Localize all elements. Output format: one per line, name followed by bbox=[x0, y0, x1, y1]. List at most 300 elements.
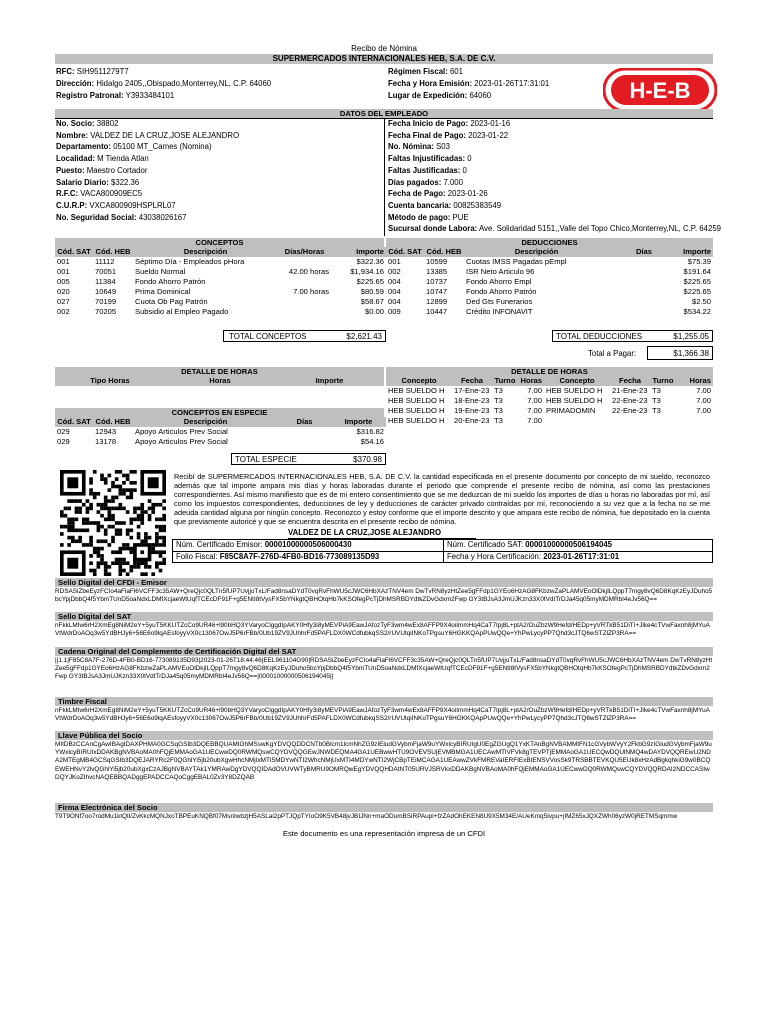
empleado-field-3 bbox=[388, 154, 472, 164]
table-cell: 7.00 bbox=[527, 386, 542, 395]
qr-module bbox=[104, 499, 108, 503]
qr-module bbox=[122, 521, 126, 525]
table-cell bbox=[544, 416, 610, 426]
especie-header-row bbox=[55, 417, 386, 427]
table-cell: 7.00 bbox=[527, 406, 542, 415]
empleado-field-label: Método de pago: bbox=[388, 212, 451, 222]
qr-module bbox=[86, 528, 90, 532]
empleado-field-7 bbox=[388, 201, 501, 211]
qr-module bbox=[60, 543, 64, 547]
table-cell: Cuotas IMSS Pagadas pEmpl bbox=[466, 257, 567, 266]
qr-module bbox=[159, 554, 163, 558]
qr-module bbox=[93, 547, 97, 551]
table-cell: 7.00 bbox=[696, 406, 711, 415]
qr-module bbox=[115, 485, 119, 489]
deducciones-header-row bbox=[386, 247, 713, 257]
table-cell: 7.00 bbox=[696, 386, 711, 395]
empleado-field-label: Fecha Inicio de Pago: bbox=[388, 119, 469, 128]
table-cell bbox=[610, 416, 650, 426]
column-header: Días bbox=[609, 247, 654, 257]
qr-module bbox=[122, 507, 126, 511]
qr-module bbox=[140, 514, 144, 518]
empleado-field-value: $322.36 bbox=[108, 177, 140, 187]
qr-module bbox=[118, 488, 122, 492]
qr-module bbox=[137, 525, 141, 529]
qr-module bbox=[126, 561, 130, 565]
qr-module bbox=[97, 550, 101, 554]
qr-module bbox=[162, 499, 166, 503]
table-cell: Cuota Ob Pag Patrón bbox=[135, 297, 208, 306]
qr-module bbox=[104, 572, 108, 576]
qr-module bbox=[67, 536, 71, 540]
column-header: Fecha bbox=[610, 376, 650, 386]
qr-module bbox=[104, 565, 108, 569]
empleado-section-title: DATOS DEL EMPLEADO bbox=[55, 109, 713, 118]
qr-module bbox=[93, 572, 97, 576]
qr-module bbox=[111, 539, 115, 543]
empleado-field-value: 43038026167 bbox=[136, 212, 187, 222]
qr-module bbox=[82, 543, 86, 547]
qr-module bbox=[86, 543, 90, 547]
qr-module bbox=[104, 528, 108, 532]
qr-code bbox=[60, 470, 166, 576]
qr-module bbox=[122, 488, 126, 492]
qr-module bbox=[67, 507, 71, 511]
table-cell: 22-Ene-23 bbox=[612, 406, 648, 415]
especie-row bbox=[55, 437, 386, 447]
empleado-field-6 bbox=[388, 189, 488, 199]
empleado-field-label: Faltas Justificadas: bbox=[388, 165, 461, 175]
qr-module bbox=[78, 499, 82, 503]
qr-module bbox=[118, 547, 122, 551]
qr-module bbox=[155, 565, 159, 569]
qr-module bbox=[126, 496, 130, 500]
column-header: Importe bbox=[275, 376, 384, 386]
qr-module bbox=[108, 507, 112, 511]
qr-module bbox=[140, 503, 144, 507]
qr-module bbox=[115, 507, 119, 511]
qr-module bbox=[155, 525, 159, 529]
firma-nombre: VALDEZ DE LA CRUZ,JOSE ALEJANDRO bbox=[288, 528, 442, 537]
empleado-field-label: Cuenta bancaria: bbox=[388, 200, 452, 210]
detalle-horas-row bbox=[386, 406, 713, 416]
qr-module bbox=[89, 503, 93, 507]
total-pagar-value: $1,366.38 bbox=[673, 349, 709, 358]
qr-module bbox=[129, 550, 133, 554]
qr-module bbox=[111, 514, 115, 518]
qr-module bbox=[115, 561, 119, 565]
table-cell: T3 bbox=[652, 386, 661, 395]
qr-module bbox=[137, 507, 141, 511]
cert-emisor-line: Núm. Certificado Emisor: 00001000000506000430 bbox=[176, 540, 352, 549]
qr-module bbox=[122, 569, 126, 573]
table-cell: HEB SUELDO H bbox=[546, 396, 603, 405]
qr-module bbox=[71, 528, 75, 532]
column-header: Cód. HEB bbox=[93, 247, 133, 257]
qr-module bbox=[71, 499, 75, 503]
qr-module bbox=[60, 532, 64, 536]
qr-module bbox=[118, 558, 122, 562]
qr-module bbox=[133, 507, 137, 511]
total-especie-label: TOTAL ESPECIE bbox=[235, 455, 297, 464]
qr-module bbox=[78, 507, 82, 511]
qr-module bbox=[67, 528, 71, 532]
qr-module bbox=[118, 521, 122, 525]
qr-module bbox=[75, 499, 79, 503]
qr-module bbox=[126, 510, 130, 514]
qr-module bbox=[155, 536, 159, 540]
table-cell bbox=[278, 437, 331, 447]
empleado-field-value: 2023-01-16 bbox=[468, 119, 511, 128]
qr-module bbox=[151, 547, 155, 551]
table-cell: 002 bbox=[388, 267, 401, 276]
table-cell: 11384 bbox=[95, 277, 116, 286]
qr-module bbox=[126, 488, 130, 492]
detalle-horas-row bbox=[386, 396, 713, 406]
empleado-field-5 bbox=[388, 178, 463, 188]
table-cell: 004 bbox=[388, 287, 401, 296]
lugar-line: Lugar de Expedición: 64060 bbox=[388, 91, 492, 100]
qr-module bbox=[118, 485, 122, 489]
empleado-field-value: 0 bbox=[465, 154, 472, 164]
table-cell: Séptimo Día - Empleados pHora bbox=[135, 257, 245, 266]
empleado-field-value: Ave. Solidaridad 5151,,Valle del Topo Chico,Monterrey,NL, C.P. 64259 bbox=[477, 224, 721, 234]
empleado-field-value: 05100 MT_Cames (Nomina) bbox=[111, 142, 212, 152]
rfc-line: RFC: SIH9511279T7 bbox=[56, 67, 129, 76]
table-cell: ISR Neto Articulo 96 bbox=[466, 267, 535, 276]
deducciones-table bbox=[386, 247, 713, 317]
qr-module bbox=[108, 514, 112, 518]
qr-module bbox=[97, 510, 101, 514]
qr-module bbox=[75, 528, 79, 532]
qr-module bbox=[148, 536, 152, 540]
qr-module bbox=[93, 550, 97, 554]
conceptos-row bbox=[55, 277, 386, 287]
qr-module bbox=[129, 481, 133, 485]
qr-module bbox=[100, 503, 104, 507]
table-cell: PRIMADOMIN bbox=[546, 406, 596, 415]
qr-module bbox=[162, 543, 166, 547]
table-cell: HEB SUELDO H bbox=[388, 396, 445, 405]
empleado-field-6 bbox=[56, 189, 142, 199]
divider bbox=[55, 118, 713, 119]
especie-row bbox=[55, 427, 386, 437]
table-cell: 22-Ene-23 bbox=[612, 396, 648, 405]
qr-module bbox=[144, 565, 148, 569]
table-cell: 21-Ene-23 bbox=[612, 386, 648, 395]
especie-table bbox=[55, 417, 386, 447]
qr-module bbox=[151, 543, 155, 547]
detalle-horas-left-header bbox=[55, 376, 384, 386]
logo-text: H-E-B bbox=[629, 78, 691, 103]
qr-module bbox=[144, 510, 148, 514]
table-cell: T3 bbox=[652, 406, 661, 415]
qr-module bbox=[133, 518, 137, 522]
empleado-field-label: Puesto: bbox=[56, 165, 85, 175]
empleado-field-2 bbox=[56, 142, 212, 152]
table-cell: 17-Ene-23 bbox=[454, 386, 490, 395]
qr-module bbox=[82, 521, 86, 525]
table-cell: 004 bbox=[388, 277, 401, 286]
empleado-field-value: 2023-01-22 bbox=[465, 130, 509, 140]
qr-module bbox=[67, 521, 71, 525]
qr-module bbox=[93, 496, 97, 500]
empleado-field-label: Días pagados: bbox=[388, 177, 442, 187]
table-cell: 42.00 horas bbox=[288, 267, 329, 276]
total-conceptos-box bbox=[223, 330, 386, 342]
qr-module bbox=[89, 569, 93, 573]
empleado-divider bbox=[384, 118, 385, 236]
empleado-field-8 bbox=[388, 213, 469, 223]
table-cell: $0.00 bbox=[364, 307, 384, 316]
qr-module bbox=[137, 514, 141, 518]
detalle-horas-row bbox=[386, 416, 713, 426]
qr-module bbox=[67, 558, 78, 569]
empleado-field-label: Localidad: bbox=[56, 154, 95, 164]
qr-module bbox=[97, 521, 101, 525]
column-header: Días/Horas bbox=[278, 247, 331, 257]
qr-module bbox=[100, 554, 104, 558]
qr-module bbox=[133, 565, 137, 569]
qr-module bbox=[67, 525, 71, 529]
table-cell bbox=[609, 267, 654, 277]
qr-module bbox=[97, 503, 101, 507]
qr-module bbox=[78, 536, 82, 540]
qr-module bbox=[162, 528, 166, 532]
empleado-field-2 bbox=[388, 142, 450, 152]
qr-module bbox=[104, 496, 108, 500]
qr-module bbox=[144, 572, 148, 576]
qr-module bbox=[78, 539, 82, 543]
total-conceptos-value: $2,621.43 bbox=[346, 332, 382, 341]
qr-module bbox=[148, 565, 152, 569]
qr-module bbox=[137, 518, 141, 522]
empleado-field-value: S03 bbox=[433, 142, 450, 152]
qr-module bbox=[104, 481, 108, 485]
qr-module bbox=[140, 561, 144, 565]
table-cell: 70199 bbox=[95, 297, 117, 306]
table-cell bbox=[278, 277, 331, 287]
table-cell: $225.65 bbox=[683, 277, 711, 286]
sello-sat-label: Sello Digital del SAT bbox=[55, 612, 713, 621]
detalle-horas-title-left: DETALLE DE HORAS bbox=[55, 367, 384, 376]
table-cell: HEB SUELDO H bbox=[388, 386, 445, 395]
conceptos-title: CONCEPTOS bbox=[55, 238, 384, 247]
empleado-field-label: No. Socio: bbox=[56, 119, 95, 128]
table-cell: 7.00 horas bbox=[293, 287, 329, 296]
table-cell: $191.64 bbox=[683, 267, 711, 276]
column-header: Turno bbox=[650, 376, 676, 386]
qr-module bbox=[89, 554, 93, 558]
qr-module bbox=[67, 518, 71, 522]
column-header: Concepto bbox=[544, 376, 610, 386]
empleado-field-4 bbox=[56, 166, 147, 176]
qr-module bbox=[144, 532, 148, 536]
column-header: Cód. SAT bbox=[55, 247, 93, 257]
qr-module bbox=[129, 565, 133, 569]
qr-module bbox=[64, 507, 68, 511]
column-header: Tipo Horas bbox=[55, 376, 165, 386]
table-cell bbox=[676, 416, 713, 426]
column-header: Cód. HEB bbox=[424, 247, 464, 257]
empleado-field-value: 2023-01-26 bbox=[445, 189, 488, 199]
qr-module bbox=[148, 507, 152, 511]
table-cell: $58.67 bbox=[360, 297, 384, 306]
empleado-field-5 bbox=[56, 178, 139, 188]
qr-module bbox=[162, 536, 166, 540]
conceptos-row bbox=[55, 267, 386, 277]
qr-module bbox=[115, 477, 119, 481]
table-cell: Ded Gts Funerarios bbox=[466, 297, 533, 306]
qr-module bbox=[118, 572, 122, 576]
qr-module bbox=[71, 521, 75, 525]
qr-module bbox=[122, 474, 126, 478]
table-cell: 70205 bbox=[95, 307, 117, 316]
qr-module bbox=[93, 470, 97, 474]
qr-module bbox=[64, 514, 68, 518]
table-cell: Fondo Ahorro Empl bbox=[466, 277, 532, 286]
qr-module bbox=[78, 528, 82, 532]
conceptos-row bbox=[55, 287, 386, 297]
qr-module bbox=[115, 550, 119, 554]
qr-module bbox=[111, 525, 115, 529]
empleado-field-value: 00825383549 bbox=[451, 200, 502, 210]
empleado-field-value: PUE bbox=[450, 212, 469, 222]
deducciones-row bbox=[386, 287, 713, 297]
qr-module bbox=[115, 532, 119, 536]
empleado-field-7 bbox=[56, 201, 176, 211]
table-cell: $2.50 bbox=[691, 297, 711, 306]
qr-module bbox=[89, 539, 93, 543]
table-cell: 020 bbox=[57, 287, 70, 296]
qr-module bbox=[97, 528, 101, 532]
qr-module bbox=[159, 569, 163, 573]
qr-module bbox=[104, 561, 108, 565]
qr-module bbox=[89, 481, 93, 485]
qr-module bbox=[93, 521, 97, 525]
empleado-field-label: Departamento: bbox=[56, 142, 112, 152]
qr-module bbox=[100, 477, 104, 481]
qr-module bbox=[104, 532, 108, 536]
qr-module bbox=[104, 539, 108, 543]
llave-label: Llave Pública del Socio bbox=[55, 731, 713, 740]
empleado-field-3 bbox=[56, 154, 149, 164]
qr-module bbox=[162, 514, 166, 518]
column-header: Turno bbox=[492, 376, 518, 386]
qr-module bbox=[89, 477, 93, 481]
empleado-field-label: Nombre: bbox=[56, 130, 89, 140]
qr-module bbox=[118, 532, 122, 536]
qr-module bbox=[89, 543, 93, 547]
qr-module bbox=[144, 561, 148, 565]
table-cell: 10747 bbox=[426, 287, 448, 296]
qr-module bbox=[97, 554, 101, 558]
qr-module bbox=[140, 510, 144, 514]
heb-logo bbox=[603, 68, 717, 112]
total-especie-box bbox=[231, 453, 386, 465]
sello-cfdi-label: Sello Digital del CFDI - Emisor bbox=[55, 578, 713, 587]
column-header: Fecha bbox=[452, 376, 492, 386]
qr-module bbox=[78, 510, 82, 514]
qr-module bbox=[115, 528, 119, 532]
table-cell: 11112 bbox=[95, 257, 115, 266]
table-cell: $75.39 bbox=[687, 257, 711, 266]
table-cell bbox=[278, 427, 331, 437]
table-cell: 005 bbox=[57, 277, 70, 286]
column-header: Días bbox=[278, 417, 331, 427]
qr-module bbox=[137, 561, 141, 565]
table-cell: $225.65 bbox=[683, 287, 711, 296]
qr-module bbox=[97, 547, 101, 551]
table-cell: 001 bbox=[57, 257, 70, 266]
qr-module bbox=[108, 488, 112, 492]
qr-module bbox=[140, 507, 144, 511]
deducciones-row bbox=[386, 267, 713, 277]
table-cell bbox=[278, 297, 331, 307]
table-cell bbox=[278, 307, 331, 317]
qr-module bbox=[155, 550, 159, 554]
table-cell bbox=[609, 297, 654, 307]
qr-module bbox=[100, 539, 104, 543]
deducciones-row bbox=[386, 297, 713, 307]
deducciones-title: DEDUCCIONES bbox=[386, 238, 713, 247]
qr-module bbox=[133, 510, 137, 514]
empleado-field-value: VACA800909EC5 bbox=[78, 189, 143, 199]
empleado-field-0 bbox=[56, 119, 118, 129]
table-cell: $1,934.16 bbox=[350, 267, 384, 276]
qr-module bbox=[151, 572, 155, 576]
qr-module bbox=[111, 499, 115, 503]
deducciones-row bbox=[386, 307, 713, 317]
qr-module bbox=[89, 492, 93, 496]
llave-text: MIIDBzCCAnCgAwIBAgIDAXPHMA0GCSqGSIb3DQEBBQUAMIGhMSswKgYDVQQDDCNTb0Blcm1lcmNhZG9zIEludGVybmFjaW9uYWxlcyBIRUIgU0EgZGUgQ1YxKTAnBgNVBAMMIFN1cGVybWVyY2FkbG9zIGludGVybmFjaW9uYWxlcyBIRUIxDDAKBgNVBAoMA0hFQjEMMAoGA1UECwwDQ0RWMQswCQYDVQQGEwJNWDEQMA4GA1UEBwwHTU9OVEVSUjEVMBMGA1UECAwMTlVFVk8gTEVPTjEMMAoGA1UECQwDQUlNMQ4wDAYDVQQREwU2NDA2MTEgMB4GCSqGSIb3DQEJARYRc2F0QGhlYi5jb20ubXgwHhcNMjIxMTI5MDYwNTI2WhcNMjUxMTI4MDYwNTI2WjCBpTEiMCAGA1UEAwwZVkFMREVaIERFIExBIENSVVosSk9TRSBBTEVKQU5EUk8xHzAdBgkqhkiG9w0BCQEWEHNvY2lvQGhlYi5jb20ubXgxCzAJBgNVBAYTAk1YMRAwDgYDVQQIDAdOVUVWTyBMRU9OMRQwEgYDVQQHDAtNT05URVJSRVkxDDAKBgNVBAoMA0hFQjEMMAoGA1UECwwDQ0RWMQswCQYDVQQRDAI2NDCCASIwDQYJKoZIhvcNAQEBBQADggEPADCCAQoCggEBAL0Zv3Y8DZQAB bbox=[55, 741, 712, 781]
conceptos-row bbox=[55, 307, 386, 317]
qr-module bbox=[118, 507, 122, 511]
qr-module bbox=[140, 550, 144, 554]
qr-module bbox=[89, 488, 93, 492]
qr-module bbox=[140, 572, 144, 576]
cadena-text: ||1.1|F85C8A7F-276D-4FB0-BD16-773089135D93|2023-01-26T18:44:46|EEL961104G90|RDSASiZbeEyzFCIo4aFlaFl6VCFF3c35AW+QreQjc0QLTn5fUP7UvjjoTxL/Fad8nsaDYdT0vqRvFhWU5cJWC6HbXAzTNV4em DwTvRN8yzHtZee5gFFdp1GYEo6HzAG8FKbzwZaPLAMVEoOlDkjILQppT7mgy8vQ6D8KqKzEyJDuho5bcYpjDbbQ4f5YbmTUnD5oaNdxLDMfXcjaeWtUqfTCEcDF91F+g5ENtI8tVysFX5bYNkgtQBHOtqHb7kKSOfegPcTjDhMSRBDYdtkZDvGdxm2Fwp GY3tBJsA3JmUJKzn33X0tVdtTrDJa45q05myMDMRbI4eJv56Q==|00001000000506194045|| bbox=[55, 657, 713, 681]
qr-module bbox=[97, 492, 101, 496]
qr-module bbox=[118, 503, 122, 507]
qr-module bbox=[137, 536, 141, 540]
empleado-field-label: Faltas Injustificadas: bbox=[388, 154, 466, 164]
qr-module bbox=[111, 507, 115, 511]
qr-module bbox=[122, 558, 126, 562]
qr-module bbox=[97, 525, 101, 529]
qr-module bbox=[86, 521, 90, 525]
qr-module bbox=[111, 496, 115, 500]
qr-module bbox=[97, 561, 101, 565]
qr-module bbox=[129, 521, 133, 525]
qr-module bbox=[111, 481, 115, 485]
column-header: Horas bbox=[165, 376, 275, 386]
empleado-field-value: Maestro Cortador bbox=[84, 165, 148, 175]
qr-module bbox=[129, 518, 133, 522]
qr-module bbox=[162, 539, 166, 543]
empleado-field-1 bbox=[388, 131, 508, 141]
column-header: Concepto bbox=[386, 376, 452, 386]
table-cell: 001 bbox=[388, 257, 401, 266]
qr-module bbox=[118, 470, 122, 474]
qr-module bbox=[86, 518, 90, 522]
table-cell: Subsidio al Empleo Pagado bbox=[135, 307, 229, 316]
qr-module bbox=[108, 499, 112, 503]
table-cell: $80.59 bbox=[360, 287, 384, 296]
qr-module bbox=[151, 510, 155, 514]
table-cell: 20-Ene-23 bbox=[454, 416, 490, 425]
table-cell: 10649 bbox=[95, 287, 117, 296]
